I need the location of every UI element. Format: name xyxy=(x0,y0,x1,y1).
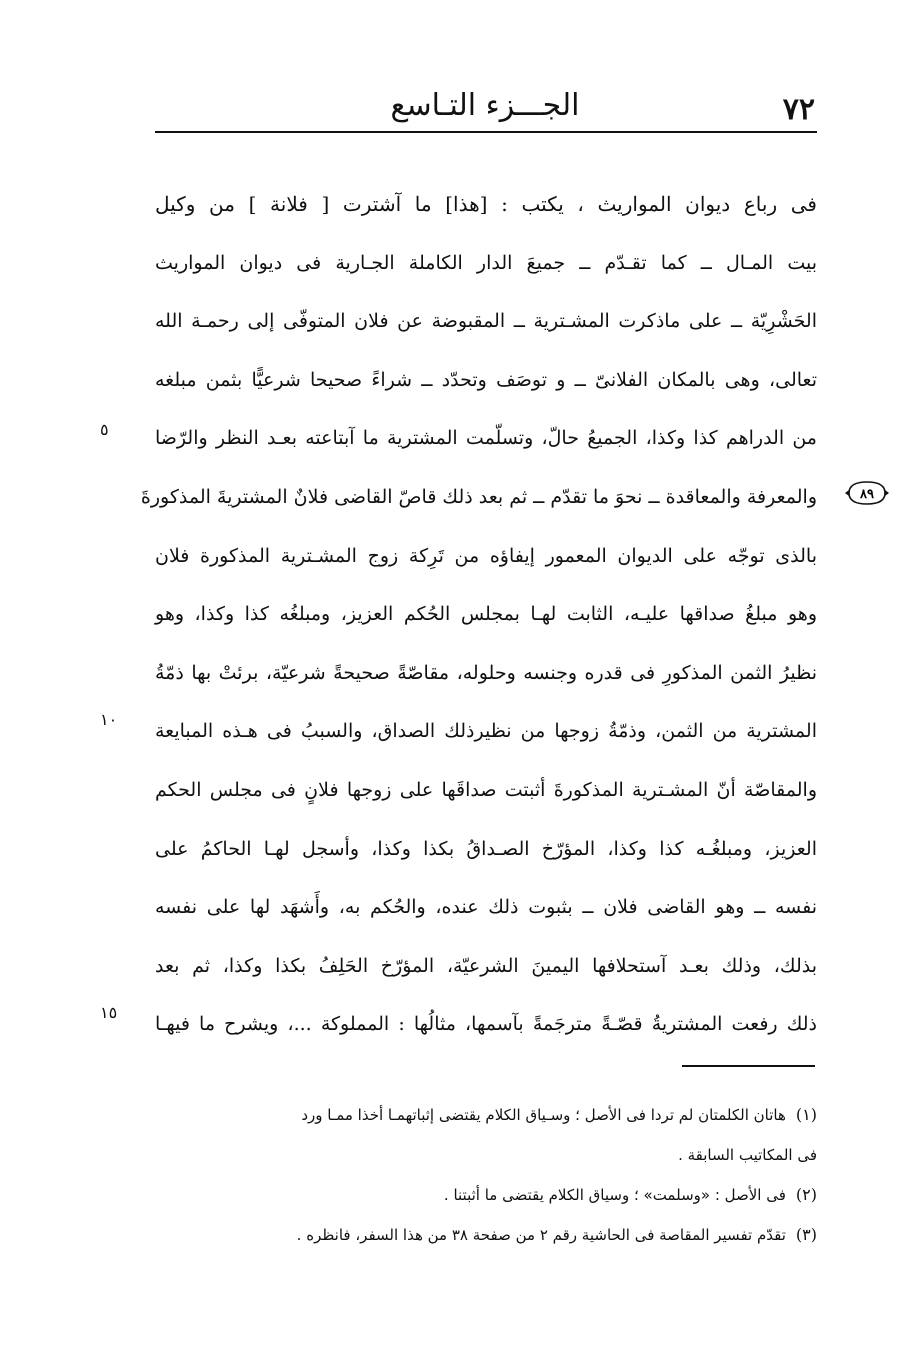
text-line: من الدراهم كذا وكذا، الجميعُ حالّ، وتسلّمت المشترية ما آبتاعته بعـد النظر والرّضا xyxy=(155,427,817,450)
footnote-number: (٣) xyxy=(795,1225,817,1244)
footnote-text: تقدّم تفسير المقاصة فى الحاشية رقم ٢ من صفحة ٣٨ من هذا السفر، فانظره . xyxy=(296,1226,786,1244)
footnote-rule xyxy=(682,1065,815,1067)
running-head: الجـــزء التـاسع xyxy=(390,88,580,123)
footnote-1 xyxy=(155,1095,817,1135)
header-rule xyxy=(155,131,817,133)
text-line: والمقاصّة أنّ المشـترية المذكورةَ أثبتت صداقَها على زوجها فلانٍ فى مجلس الحكم xyxy=(155,778,817,801)
text-line: وهو مبلغُ صداقها عليـه، الثابت لهـا بمجلس الحُكم العزيز، ومبلغُه كذا وكذا، وهو xyxy=(155,603,817,626)
line-number-15: ١٥ xyxy=(100,1003,118,1022)
footnote-3 xyxy=(155,1215,817,1255)
text-line: بذلك، وذلك بعـد آستحلافها اليمينَ الشرعيّة، المؤرّخ الحَلِفُ بكذا وكذا، ثم بعد xyxy=(155,954,817,977)
text-line: العزيز، ومبلغُـه كذا وكذا، المؤرّخ الصـداقُ بكذا وكذا، وأسجل لهـا الحاكمُ على xyxy=(155,837,817,860)
seal-number: ٨٩ xyxy=(860,487,874,502)
footnotes xyxy=(155,1095,817,1255)
text-line: ذلك رفعت المشتريةُ قصّـةً مترجَمةً بآسمها، مثالُها : المملوكة ...، ويشرح ما فيهـا xyxy=(155,1013,817,1036)
text-line: نظيرُ الثمن المذكورِ فى قدره وجنسه وحلوله، مقاصّةً صحيحةً شرعيّة، برئتْ بها ذمّةُ xyxy=(155,661,817,684)
text-line: تعالى، وهى بالمكان الفلانىّ ــ و توصَف وتحدّد ــ شراءً صحيحا شرعيًّا بثمن مبلغه xyxy=(155,368,817,391)
text-line: فى رباع ديوان المواريث ، يكتب : [هذا] ما آشترت [ فلانة ] من وكيل xyxy=(155,192,817,216)
footnote-2 xyxy=(155,1175,817,1215)
body-text xyxy=(140,175,817,1054)
text-line: والمعرفة والمعاقدة ــ نحوَ ما تقدّم ــ ثم بعد ذلك قاصّ القاضى فلانٌ المشتريةَ المذكورةَ xyxy=(140,485,817,508)
footnote-number: (١) xyxy=(795,1105,817,1124)
margin-page-seal xyxy=(843,478,891,508)
footnote-text: فى الأصل : «وسلمت» ؛ وسياق الكلام يقتضى ما أثبتنا . xyxy=(443,1186,786,1204)
line-number-5: ٥ xyxy=(100,420,109,439)
page-number: ٧٢ xyxy=(782,92,815,127)
text-line: بيت المـال ــ كما تقـدّم ــ جميعَ الدار الكاملة الجـارية فى ديوان المواريث xyxy=(155,251,817,274)
text-line: بالذى توجّه على الديوان المعمور إيفاؤه من تَرِكة زوج المشـترية المذكورة فلان xyxy=(155,544,817,567)
line-number-10: ١٠ xyxy=(100,710,118,729)
footnote-number: (٢) xyxy=(795,1185,817,1204)
text-line: نفسه ــ وهو القاضى فلان ــ بثبوت ذلك عنده، والحُكم به، وأَشهَد لها على نفسه xyxy=(155,896,817,919)
page-header xyxy=(155,82,815,134)
text-line: الحَشْرِيّة ــ على ماذكرت المشـترية ــ المقبوضة عن فلان المتوفّى إلى رحمـة الله xyxy=(155,310,817,333)
text-line: المشترية من الثمن، وذمّةُ زوجها من نظيرذلك الصداق، والسببُ فى هـذه المبايعة xyxy=(155,720,817,743)
seal-icon xyxy=(843,478,891,508)
footnote-text: هاتان الكلمتان لم تردا فى الأصل ؛ وسـياق الكلام يقتضى إثباتهمـا أخذا ممـا ورد xyxy=(301,1106,786,1124)
footnote-1-continuation: فى المكاتيب السابقة . xyxy=(678,1146,817,1164)
